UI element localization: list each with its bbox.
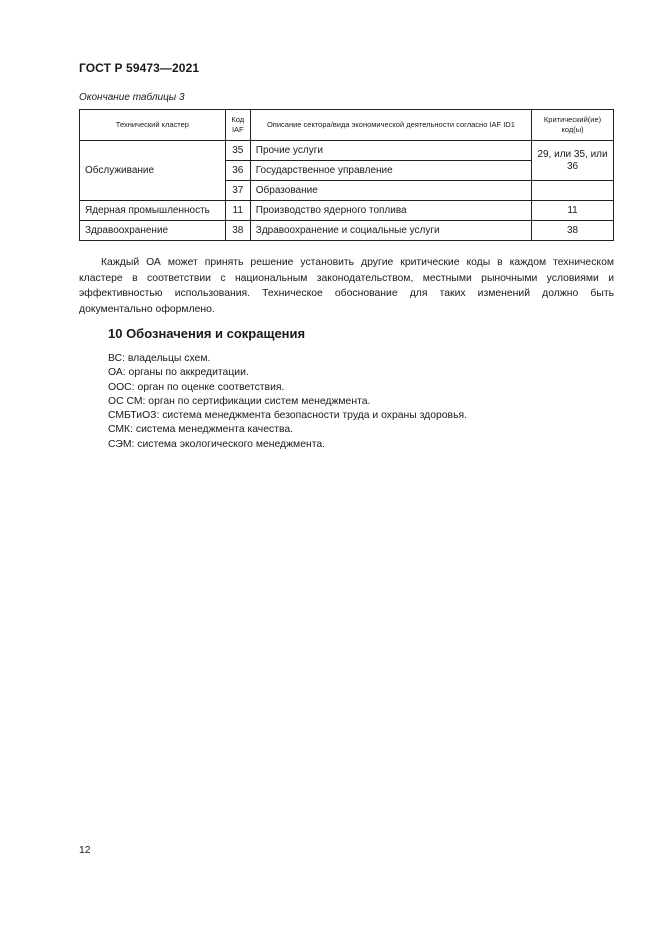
table-row xyxy=(80,221,614,241)
section-title: 10 Обозначения и сокращения xyxy=(108,326,306,341)
table-3 xyxy=(79,109,614,241)
body-paragraph: Каждый ОА может принять решение установить другие критические коды в каждом техническом кластере в соответствии с национальным законодательством, местными рыночными условиями и эффективностью использования. Техническое обоснование для таких изменений должно быть документально оформлено. xyxy=(79,257,614,315)
table-header-row xyxy=(80,110,614,141)
abbreviation-item: ВС: владельцы схем. xyxy=(108,353,211,364)
abbreviation-item: ООС: орган по оценке соответствия. xyxy=(108,381,285,393)
cell-code: 11 xyxy=(225,201,250,221)
cell-cluster: Здравоохранение xyxy=(80,221,226,241)
cell-code: 35 xyxy=(225,141,250,161)
cell-critical: 29, или 35, или 36 xyxy=(532,141,614,181)
cell-cluster: Обслуживание xyxy=(80,141,226,201)
abbreviation-list xyxy=(108,352,467,452)
cell-code: 36 xyxy=(225,161,250,181)
abbreviation-item: ОА: органы по аккредитации. xyxy=(108,367,249,379)
cell-critical: 11 xyxy=(532,201,614,221)
column-header-critical: Критический(ие) код(ы) xyxy=(532,110,614,141)
cell-code: 37 xyxy=(225,181,250,201)
cell-code: 38 xyxy=(225,221,250,241)
cell-description: Производство ядерного топлива xyxy=(250,201,531,221)
column-header-description: Описание сектора/вида экономической деятельности согласно IAF ID1 xyxy=(250,110,531,141)
column-header-cluster: Технический кластер xyxy=(80,110,226,141)
column-header-code: Код IAF xyxy=(225,110,250,141)
cell-description: Образование xyxy=(250,181,531,201)
document-header: ГОСТ Р 59473—2021 xyxy=(79,61,200,75)
abbreviation-item: СМК: система менеджмента качества. xyxy=(108,424,294,436)
page-number: 12 xyxy=(79,845,91,856)
cell-description: Здравоохранение и социальные услуги xyxy=(250,221,531,241)
cell-description: Прочие услуги xyxy=(250,141,531,161)
abbreviation-item: СМБТиОЗ: система менеджмента безопасности труда и охраны здоровья. xyxy=(108,410,467,422)
cell-critical: 38 xyxy=(532,221,614,241)
cell-cluster: Ядерная промышленность xyxy=(80,201,226,221)
table-caption: Окончание таблицы 3 xyxy=(79,92,185,103)
table-row xyxy=(80,141,614,161)
cell-critical-empty xyxy=(532,181,614,201)
table-row xyxy=(80,201,614,221)
abbreviation-item: ОС СМ: орган по сертификации систем менеджмента. xyxy=(108,395,371,407)
abbreviation-item: СЭМ: система экологического менеджмента. xyxy=(108,438,326,450)
cell-description: Государственное управление xyxy=(250,161,531,181)
